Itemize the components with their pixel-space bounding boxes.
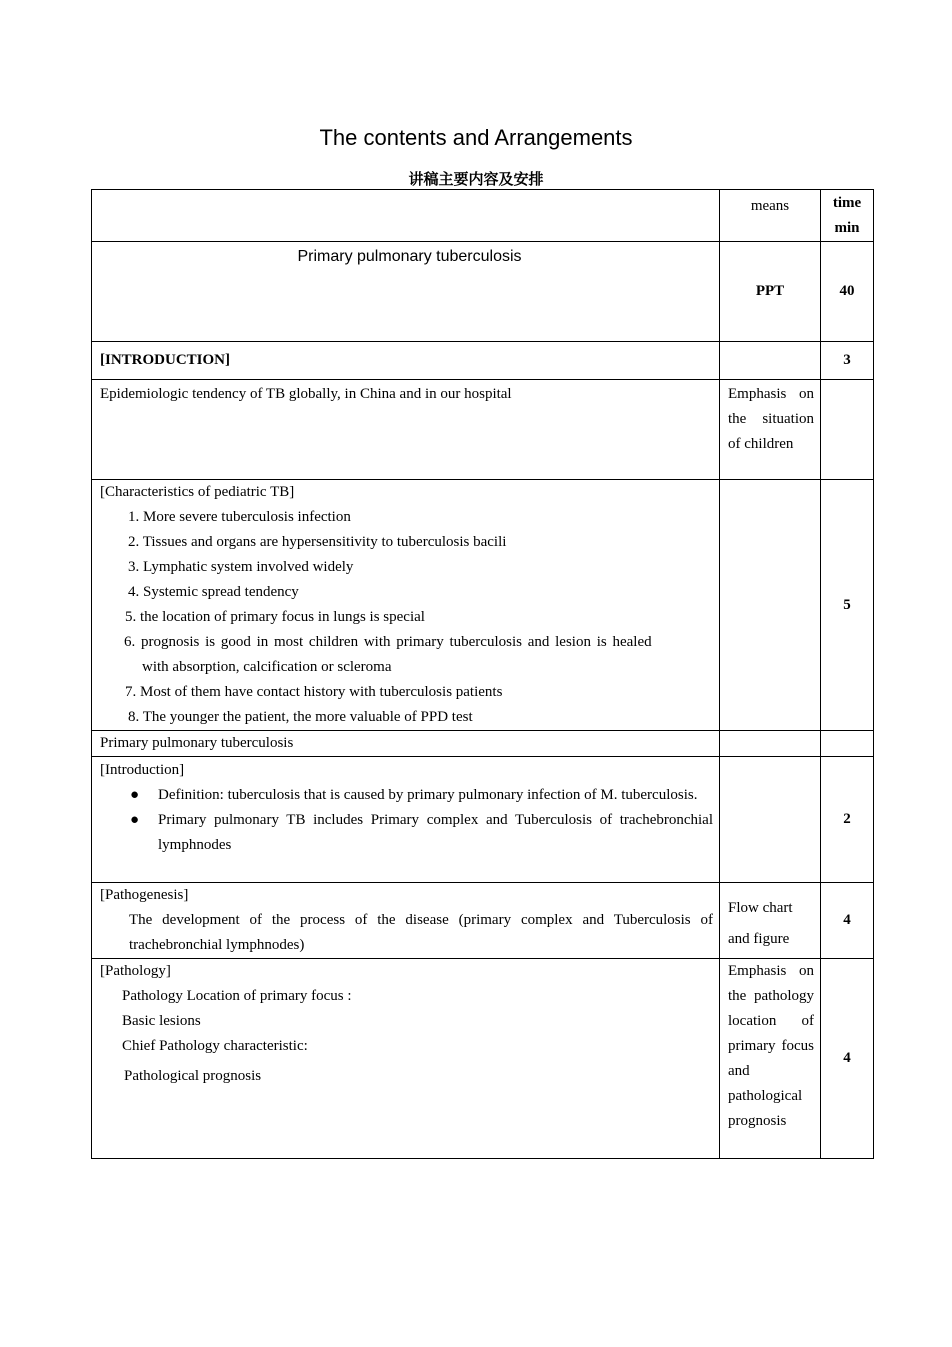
pathology-time: 4	[821, 959, 874, 1159]
table-row-pathology	[92, 959, 874, 1159]
table-header-row	[92, 190, 874, 242]
pathogenesis-cell	[92, 883, 720, 959]
table-row-topic	[92, 242, 874, 342]
content-header-cell	[92, 190, 720, 242]
table-row-intro	[92, 342, 874, 380]
introduction-cell	[92, 757, 720, 883]
characteristics-time: 5	[821, 480, 874, 731]
list-item: Pathology Location of primary focus :	[122, 988, 352, 1004]
ppt-heading-cell: Primary pulmonary tuberculosis	[92, 731, 720, 757]
topic-label: Primary pulmonary tuberculosis	[297, 248, 522, 265]
epidemiology-cell: Epidemiologic tendency of TB globally, in China and in our hospital	[92, 380, 720, 480]
time-header-unit: min	[834, 219, 860, 236]
characteristics-heading: [Characteristics of pediatric TB]	[100, 484, 295, 500]
pathogenesis-time: 4	[821, 883, 874, 959]
arrangement-table	[91, 189, 874, 1159]
list-item: Basic lesions	[122, 1013, 201, 1029]
bullet-icon: ●	[130, 787, 140, 803]
pathogenesis-means	[720, 883, 821, 959]
time-header	[821, 190, 874, 242]
page-subtitle: 讲稿主要内容及安排	[408, 170, 544, 188]
bullet-text: Primary pulmonary TB includes Primary complex and Tuberculosis of trachebronchial lymphnodes	[158, 812, 713, 853]
list-item: 1. More severe tuberculosis infection	[128, 509, 351, 525]
list-item	[100, 783, 713, 808]
pathology-means: Emphasis on the pathology location of primary focus and pathological prognosis	[720, 959, 821, 1159]
time-header-label: time	[832, 194, 862, 211]
list-item: 2. Tissues and organs are hypersensitivity to tuberculosis bacili	[128, 534, 507, 550]
bullet-icon: ●	[130, 812, 140, 828]
pathogenesis-heading: [Pathogenesis]	[100, 887, 189, 903]
table-row-introduction	[92, 757, 874, 883]
pathology-heading: [Pathology]	[100, 963, 171, 979]
list-item: 3. Lymphatic system involved widely	[128, 559, 354, 575]
pathogenesis-means-line: Flow chart	[728, 900, 793, 916]
table-row-characteristics	[92, 480, 874, 731]
topic-time: 40	[821, 242, 874, 342]
ppt-heading-time	[821, 731, 874, 757]
list-item: Chief Pathology characteristic:	[122, 1038, 308, 1054]
pathogenesis-text: The development of the process of the disease (primary complex and Tuberculosis of trachebronchial lymphnodes)	[129, 912, 713, 953]
introduction-heading: [Introduction]	[100, 762, 185, 778]
list-item	[100, 808, 713, 858]
introduction-time: 2	[821, 757, 874, 883]
list-item: 5. the location of primary focus in lungs is special	[125, 609, 425, 625]
epidemiology-time	[821, 380, 874, 480]
ppt-heading-means	[720, 731, 821, 757]
epidemiology-means: Emphasis on the situation of children	[720, 380, 821, 480]
table-row-epidemiology	[92, 380, 874, 480]
pathology-cell	[92, 959, 720, 1159]
means-header-label: means	[750, 198, 790, 214]
characteristics-means	[720, 480, 821, 731]
bullet-text: Definition: tuberculosis that is caused by primary pulmonary infection of M. tuberculosis.	[158, 787, 698, 803]
table-row-ppt-heading	[92, 731, 874, 757]
means-header	[720, 190, 821, 242]
intro-means	[720, 342, 821, 380]
table-row-pathogenesis	[92, 883, 874, 959]
pathogenesis-means-line: and figure	[728, 931, 790, 947]
page-title: The contents and Arrangements	[319, 125, 633, 150]
characteristics-cell	[92, 480, 720, 731]
list-item: 7. Most of them have contact history with tuberculosis patients	[125, 684, 503, 700]
intro-time: 3	[821, 342, 874, 380]
list-item: 8. The younger the patient, the more valuable of PPD test	[128, 709, 473, 725]
topic-means: PPT	[720, 242, 821, 342]
list-item: Pathological prognosis	[124, 1068, 262, 1084]
list-item-continuation: with absorption, calcification or scleroma	[142, 659, 392, 675]
intro-cell: [INTRODUCTION]	[92, 342, 720, 380]
list-item: 4. Systemic spread tendency	[128, 584, 299, 600]
list-item: 6. prognosis is good in most children with primary tuberculosis and lesion is healed	[124, 634, 652, 650]
introduction-means	[720, 757, 821, 883]
topic-cell	[92, 242, 720, 342]
